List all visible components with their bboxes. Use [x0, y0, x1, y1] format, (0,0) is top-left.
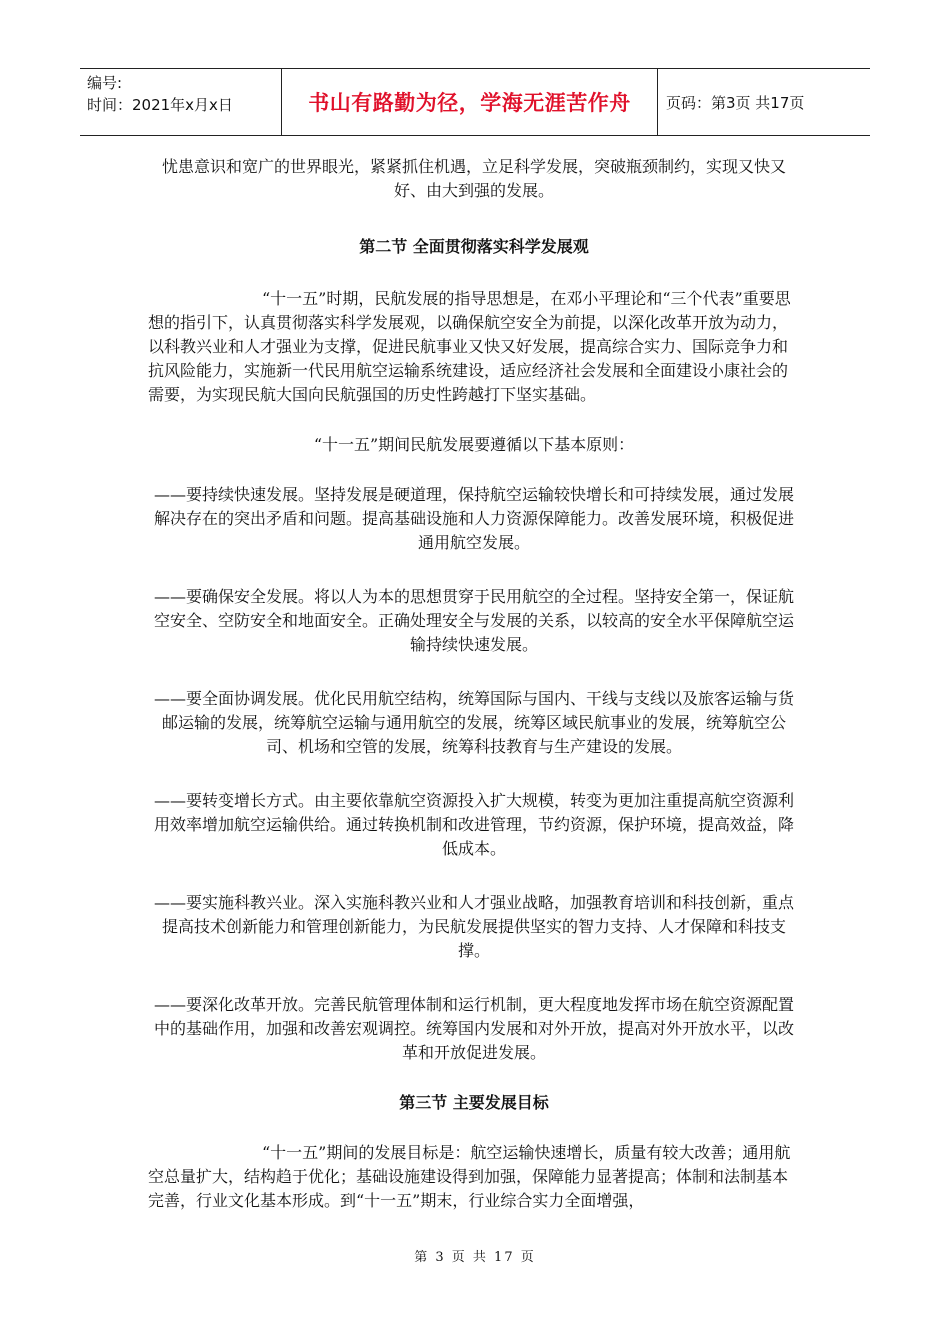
page-header	[80, 68, 870, 136]
section-heading-2: 第二节 全面贯彻落实科学发展观	[359, 237, 589, 256]
page-footer: 第 3 页 共 17 页	[414, 1250, 536, 1265]
paragraph-principle-1: ——要持续快速发展。坚持发展是硬道理，保持航空运输较快增长和可持续发展，通过发展解决存在的突出矛盾和问题。提高基础设施和人力资源保障能力。改善发展环境，积极促进通用航空发展。	[153, 485, 794, 552]
paragraph-principle-3: ——要全面协调发展。优化民用航空结构，统筹国际与国内、干线与支线以及旅客运输与货邮运输的发展，统筹航空运输与通用航空的发展，统筹区域民航事业的发展，统筹航空公司、机场和空管的发展，统筹科技教育与生产建设的发展。	[153, 689, 794, 756]
paragraph-principle-5: ——要实施科教兴业。深入实施科教兴业和人才强业战略，加强教育培训和科技创新，重点提高技术创新能力和管理创新能力，为民航发展提供坚实的智力支持、人才保障和科技支撑。	[153, 893, 794, 960]
paragraph-development-goals: “十一五”期间的发展目标是：航空运输快速增长，质量有较大改善；通用航空总量扩大，结构趋于优化；基础设施建设得到加强，保障能力显著提高；体制和法制基本完善，行业文化基本形成。到“十一五”期末，行业综合实力全面增强，	[148, 1143, 791, 1210]
paragraph-principle-6: ——要深化改革开放。完善民航管理体制和运行机制，更大程度地发挥市场在航空资源配置中的基础作用，加强和改善宏观调控。统筹国内发展和对外开放，提高对外开放水平，以改革和开放促进发展。	[153, 995, 794, 1062]
document-number-label: 编号:	[87, 74, 123, 92]
paragraph-principles-intro: “十一五”期间民航发展要遵循以下基本原则：	[313, 435, 635, 454]
header-meta	[80, 69, 282, 135]
section-heading-3: 第三节 主要发展目标	[399, 1093, 549, 1112]
paragraph-guiding-thought: “十一五”时期，民航发展的指导思想是，在邓小平理论和“三个代表”重要思想的指引下，认真贯彻落实科学发展观，以确保航空安全为前提，以深化改革开放为动力，以科教兴业和人才强业为支撑，促进民航事业又快又好发展，提高综合实力、国际竞争力和抗风险能力，实施新一代民用航空运输系统建设，适应经济社会发展和全面建设小康社会的需要，为实现民航大国向民航强国的历史性跨越打下坚实基础。	[148, 289, 791, 404]
document-time-label: 时间：2021年x月x日	[87, 96, 233, 114]
paragraph-intro-continued: 忧患意识和宽广的世界眼光，紧紧抓住机遇，立足科学发展，突破瓶颈制约，实现又快又好、由大到强的发展。	[161, 157, 786, 200]
paragraph-principle-4: ——要转变增长方式。由主要依靠航空资源投入扩大规模，转变为更加注重提高航空资源利用效率增加航空运输供给。通过转换机制和改进管理，节约资源，保护环境，提高效益，降低成本。	[153, 791, 794, 858]
header-motto: 书山有路勤为径，学海无涯苦作舟	[282, 69, 658, 135]
header-page-info: 页码：第3页 共17页	[666, 93, 805, 112]
document-body	[148, 155, 800, 1213]
paragraph-principle-2: ——要确保安全发展。将以人为本的思想贯穿于民用航空的全过程。坚持安全第一，保证航空安全、空防安全和地面安全。正确处理安全与发展的关系，以较高的安全水平保障航空运输持续快速发展。	[153, 587, 794, 654]
